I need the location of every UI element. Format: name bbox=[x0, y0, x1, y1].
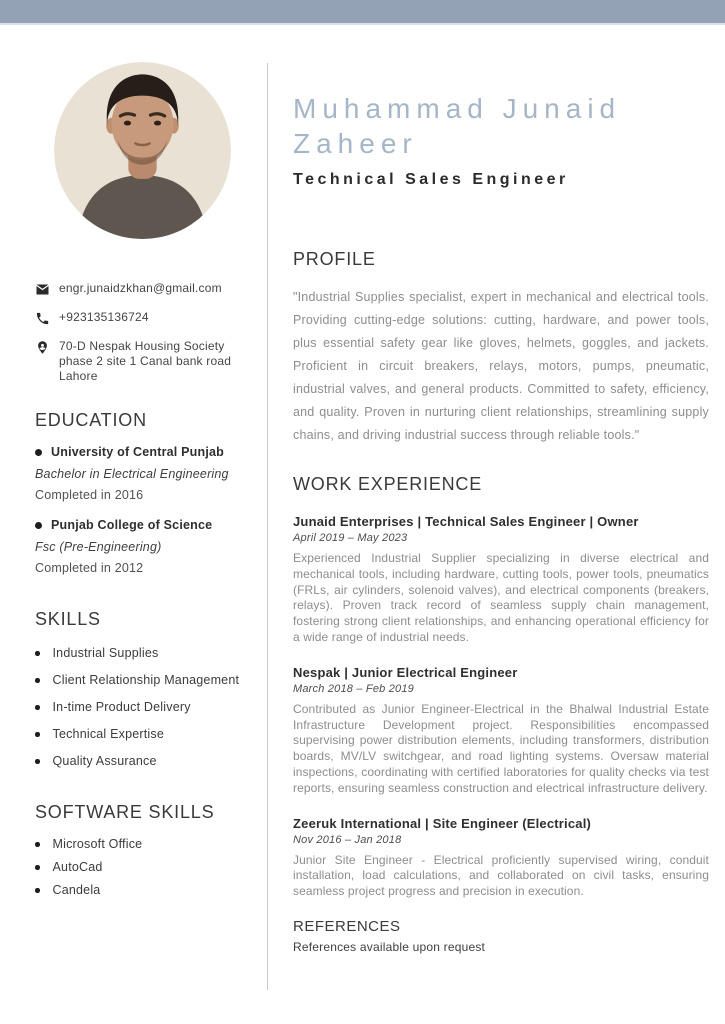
bullet-icon bbox=[35, 678, 40, 683]
references-heading: REFERENCES bbox=[293, 917, 401, 935]
job-entry bbox=[293, 816, 709, 900]
education-school-row bbox=[35, 445, 249, 459]
job-description: Junior Site Engineer - Electrical proficiently supervised wiring, conduit installation, load calculations, and collaborated on civil tasks, ensuring seamless project progress and precision in execution. bbox=[293, 852, 709, 899]
references-text: References available upon request bbox=[293, 939, 486, 954]
left-sidebar bbox=[0, 25, 267, 954]
list-item bbox=[35, 700, 249, 714]
phone-icon bbox=[35, 311, 50, 326]
software-skills-heading: SOFTWARE SKILLS bbox=[35, 802, 215, 823]
bullet-icon bbox=[35, 842, 40, 847]
education-school-name: Punjab College of Science bbox=[51, 518, 213, 533]
job-title: Zeeruk International | Site Engineer (Electrical) bbox=[293, 815, 592, 831]
software-skill-label: Microsoft Office bbox=[52, 837, 143, 852]
job-dates: March 2018 – Feb 2019 bbox=[293, 682, 414, 695]
profile-photo bbox=[54, 62, 231, 239]
skills-heading: SKILLS bbox=[35, 609, 101, 630]
column-divider bbox=[267, 63, 268, 990]
list-item bbox=[35, 673, 249, 687]
software-skill-label: AutoCad bbox=[52, 860, 103, 875]
bullet-icon bbox=[35, 651, 40, 656]
bullet-icon bbox=[35, 522, 42, 529]
job-title: Nespak | Junior Electrical Engineer bbox=[293, 664, 518, 680]
education-completed: Completed in 2012 bbox=[35, 561, 144, 576]
list-item bbox=[35, 837, 249, 851]
education-degree: Fsc (Pre-Engineering) bbox=[35, 540, 162, 555]
education-degree: Bachelor in Electrical Engineering bbox=[35, 467, 229, 482]
education-completed: Completed in 2016 bbox=[35, 488, 144, 503]
list-item bbox=[35, 883, 249, 897]
job-entry bbox=[293, 665, 709, 797]
candidate-name-line2: Zaheer bbox=[293, 128, 418, 159]
bullet-icon bbox=[35, 759, 40, 764]
main-column bbox=[267, 25, 725, 954]
top-accent-bar bbox=[0, 0, 725, 25]
bullet-icon bbox=[35, 449, 42, 456]
skill-label: Client Relationship Management bbox=[52, 673, 240, 688]
job-entry bbox=[293, 514, 709, 646]
profile-photo-illustration bbox=[54, 62, 231, 239]
contact-address bbox=[35, 339, 249, 384]
list-item bbox=[35, 727, 249, 741]
job-description: Contributed as Junior Engineer-Electrical in the Bhalwal Industrial Estate Infrastructure Development project. Responsibilities encompassed supervising power distribution elements, including transformers, distribution boards, MV/LV switchgear, and road lighting systems. Oversaw material inspections, coordinating with certified laboratories for quality checks via test reports, ensuring seamless construction and electrical infrastructure delivery. bbox=[293, 701, 709, 795]
candidate-title: Technical Sales Engineer bbox=[293, 171, 569, 188]
job-dates: Nov 2016 – Jan 2018 bbox=[293, 833, 402, 846]
contact-phone bbox=[35, 310, 249, 326]
contact-phone-text: +923135136724 bbox=[59, 310, 149, 324]
contact-email-text: engr.junaidzkhan@gmail.com bbox=[59, 281, 222, 295]
bullet-icon bbox=[35, 705, 40, 710]
contact-email bbox=[35, 281, 249, 297]
bullet-icon bbox=[35, 865, 40, 870]
contact-address-text: 70-D Nespak Housing Society phase 2 site 1 Canal bank road Lahore bbox=[59, 339, 232, 384]
list-item bbox=[35, 860, 249, 874]
job-description: Experienced Industrial Supplier specializing in diverse electrical and mechanical tools, including hardware, cutting tools, power tools, pneumatics (FRLs, air cylinders, solenoid valves), and electrical components (breakers, relays). Proven track record of seamless supply chain management, fostering strong client relationships, and enhancing operational efficiency for a wide range of industrial needs. bbox=[293, 551, 709, 644]
bullet-icon bbox=[35, 732, 40, 737]
profile-text: "Industrial Supplies specialist, expert in mechanical and electrical tools. Providing cutting-edge solutions: cutting, hardware, and power tools, plus essential safety gear like gloves, helmets, goggles, and jackets. Proficient in circuit breakers, relays, motors, pumps, pneumatic, industrial valves, and general products. Committed to safety, efficiency, and quality. Proven in nurturing client relationships, streamlining supply chains, and driving industrial success through reliable tools." bbox=[293, 290, 709, 442]
skill-label: Industrial Supplies bbox=[52, 646, 159, 661]
skill-label: Quality Assurance bbox=[52, 754, 157, 769]
profile-heading: PROFILE bbox=[293, 249, 376, 269]
education-entry bbox=[35, 518, 249, 575]
education-school-row bbox=[35, 518, 249, 532]
candidate-name bbox=[293, 91, 709, 161]
software-skills-list bbox=[35, 837, 249, 897]
education-school-name: University of Central Punjab bbox=[51, 445, 224, 460]
list-item bbox=[35, 646, 249, 660]
skill-label: In-time Product Delivery bbox=[52, 700, 191, 715]
candidate-name-line1: Muhammad Junaid bbox=[293, 93, 622, 124]
bullet-icon bbox=[35, 888, 40, 893]
skill-label: Technical Expertise bbox=[52, 727, 164, 742]
software-skill-label: Candela bbox=[52, 883, 101, 898]
contact-section bbox=[35, 281, 249, 384]
education-entry bbox=[35, 445, 249, 502]
list-item bbox=[35, 754, 249, 768]
job-dates: April 2019 – May 2023 bbox=[293, 532, 408, 544]
location-icon bbox=[35, 340, 50, 355]
email-icon bbox=[35, 282, 50, 297]
resume-columns bbox=[0, 25, 725, 954]
skills-list bbox=[35, 646, 249, 768]
education-heading: EDUCATION bbox=[35, 410, 147, 431]
job-title: Junaid Enterprises | Technical Sales Engineer | Owner bbox=[293, 514, 639, 529]
work-experience-heading: WORK EXPERIENCE bbox=[293, 474, 483, 494]
